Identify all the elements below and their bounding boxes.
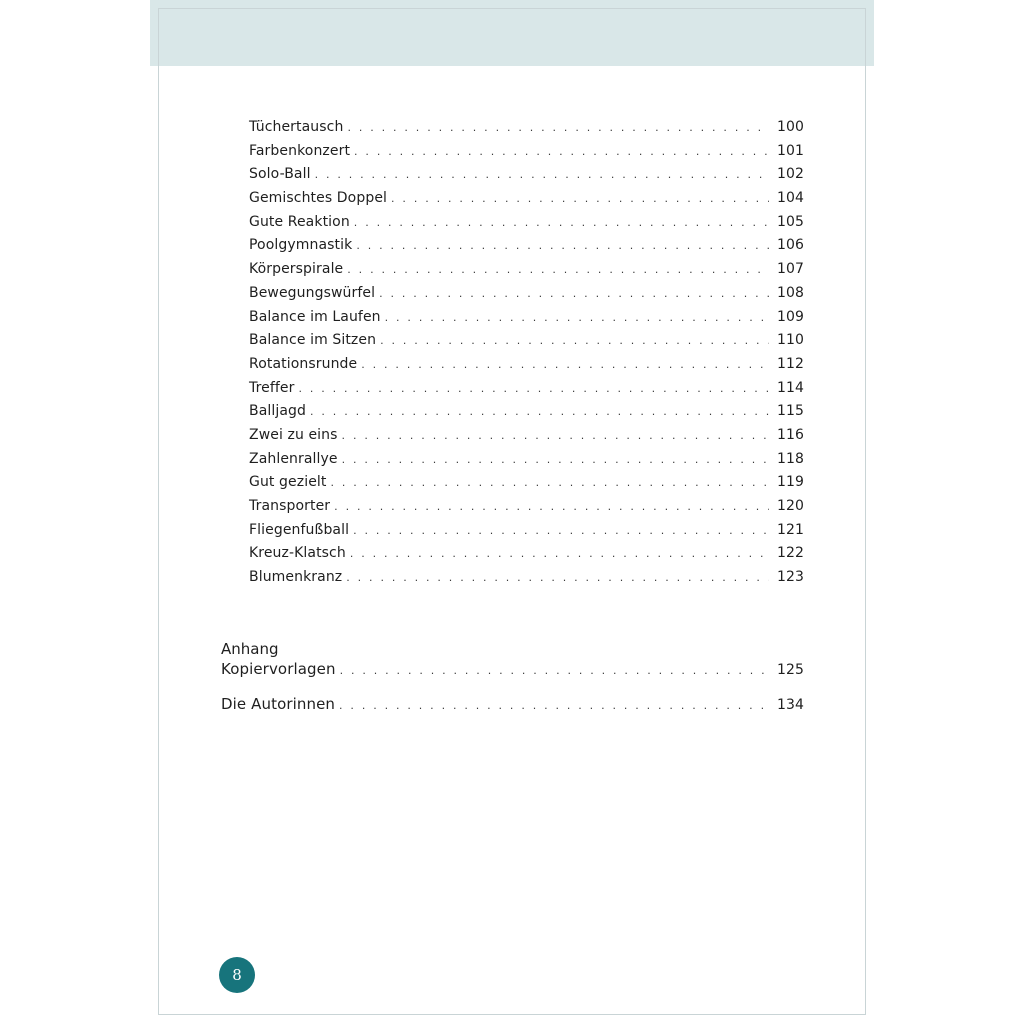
toc-entry-page: 102 — [776, 166, 804, 183]
toc-entry-balance-im-laufen — [249, 309, 804, 333]
toc-entry-page: 112 — [776, 355, 804, 372]
dot-leader — [347, 263, 769, 276]
dot-leader — [354, 216, 769, 229]
dot-leader — [334, 500, 769, 513]
dot-leader — [350, 547, 769, 560]
toc-entry-title: Kopiervorlagen — [221, 660, 336, 678]
toc-entry-page: 115 — [776, 403, 804, 420]
toc-entry-page: 114 — [776, 379, 804, 396]
appendix-spacer — [221, 682, 804, 695]
toc-entry-title: Rotationsrunde — [249, 355, 358, 372]
dot-leader — [339, 699, 769, 712]
toc-entry-page: 104 — [776, 190, 804, 207]
toc-entry-solo-ball — [249, 166, 804, 190]
table-of-contents — [249, 119, 804, 593]
toc-entry-die-autorinnen — [221, 695, 804, 717]
toc-entry-title: Tüchertausch — [249, 119, 344, 135]
dot-leader — [379, 287, 769, 300]
toc-entry-zahlenrallye — [249, 451, 804, 475]
dot-leader — [315, 168, 769, 181]
toc-entry-title: Körperspirale — [249, 261, 344, 278]
dot-leader — [361, 358, 769, 371]
toc-entry-title: Treffer — [249, 379, 295, 396]
toc-entry-title: Bewegungswürfel — [249, 284, 376, 301]
dot-leader — [342, 429, 769, 442]
page-number: 8 — [232, 966, 242, 984]
toc-entry-blumenkranz — [249, 569, 804, 593]
toc-entry-page: 125 — [776, 662, 804, 678]
dot-leader — [342, 453, 769, 466]
toc-entry-title: Kreuz-Klatsch — [249, 545, 346, 562]
toc-entry-page: 105 — [776, 213, 804, 230]
toc-entry-page: 120 — [776, 498, 804, 514]
toc-entry-title: Gemischtes Doppel — [249, 190, 388, 207]
dot-leader — [385, 311, 769, 324]
toc-entry-page: 107 — [776, 261, 804, 278]
dot-leader — [347, 121, 769, 134]
toc-entry-title: Gut gezielt — [249, 474, 327, 491]
toc-entry-tuechertausch — [249, 119, 804, 143]
toc-entry-page: 100 — [776, 119, 804, 135]
toc-entry-title: Zahlenrallye — [249, 450, 338, 467]
toc-entry-title: Die Autorinnen — [221, 695, 336, 713]
toc-entry-transporter — [249, 498, 804, 522]
dot-leader — [298, 382, 768, 395]
toc-entry-rotationsrunde — [249, 356, 804, 380]
toc-entry-page: 110 — [776, 332, 804, 349]
toc-entry-zwei-zu-eins — [249, 427, 804, 451]
toc-entry-farbenkonzert — [249, 143, 804, 167]
dot-leader — [340, 664, 769, 677]
toc-entry-kopiervorlagen — [221, 660, 804, 682]
appendix-heading: Anhang — [221, 640, 279, 658]
appendix-section — [221, 640, 804, 717]
toc-entry-page: 119 — [776, 474, 804, 491]
toc-entry-poolgymnastik — [249, 237, 804, 261]
toc-entry-page: 116 — [776, 426, 804, 443]
toc-entry-page: 106 — [776, 237, 804, 254]
toc-entry-balljagd — [249, 403, 804, 427]
toc-entry-page: 123 — [776, 569, 804, 586]
toc-entry-fliegenfussball — [249, 522, 804, 546]
toc-entry-page: 109 — [776, 308, 804, 325]
toc-entry-gute-reaktion — [249, 214, 804, 238]
toc-entry-title: Balance im Sitzen — [249, 332, 377, 349]
toc-entry-treffer — [249, 380, 804, 404]
dot-leader — [331, 476, 769, 489]
dot-leader — [356, 239, 769, 252]
toc-entry-kreuz-klatsch — [249, 545, 804, 569]
toc-entry-title: Transporter — [249, 498, 331, 514]
toc-entry-page: 121 — [776, 521, 804, 538]
toc-entry-bewegungswuerfel — [249, 285, 804, 309]
dot-leader — [354, 145, 769, 158]
toc-entry-title: Solo-Ball — [249, 166, 311, 183]
dot-leader — [353, 524, 769, 537]
toc-entry-page: 118 — [776, 450, 804, 467]
toc-entry-page: 101 — [776, 142, 804, 159]
dot-leader — [346, 571, 769, 584]
toc-entry-title: Farbenkonzert — [249, 142, 351, 159]
page-number-badge — [219, 957, 255, 993]
toc-entry-koerperspirale — [249, 261, 804, 285]
dot-leader — [310, 405, 769, 418]
dot-leader — [391, 192, 769, 205]
toc-entry-title: Blumenkranz — [249, 569, 343, 586]
toc-entry-title: Balljagd — [249, 403, 307, 420]
toc-entry-page: 134 — [776, 697, 804, 713]
toc-entry-title: Balance im Laufen — [249, 308, 381, 325]
dot-leader — [380, 334, 769, 347]
toc-entry-page: 108 — [776, 284, 804, 301]
toc-entry-title: Gute Reaktion — [249, 213, 350, 230]
toc-entry-gut-gezielt — [249, 474, 804, 498]
toc-entry-title: Zwei zu eins — [249, 426, 338, 443]
toc-entry-title: Fliegenfußball — [249, 521, 350, 538]
toc-entry-page: 122 — [776, 545, 804, 562]
toc-entry-balance-im-sitzen — [249, 332, 804, 356]
toc-entry-gemischtes-doppel — [249, 190, 804, 214]
toc-entry-title: Poolgymnastik — [249, 237, 353, 254]
